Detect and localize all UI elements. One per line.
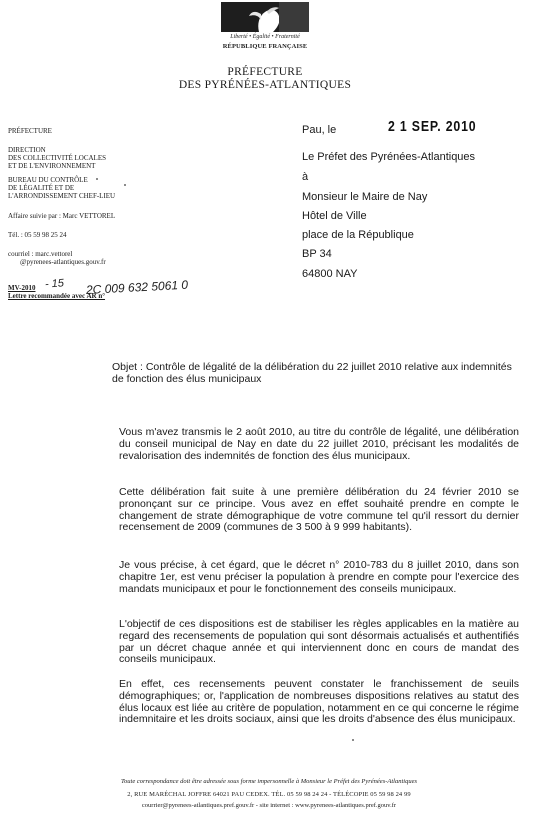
address-line-2: place de la République xyxy=(302,229,414,241)
prefecture-title-line1: PRÉFECTURE xyxy=(227,66,303,78)
body-paragraph-3: Je vous précise, à cet égard, que le décret n° 2010-783 du 8 juillet 2010, dans son chapitre 1er, est venu préciser la population à prendre en compte pour l'exercice des mandats municipaux et pour le fonctionnement des conseils municipaux. xyxy=(119,559,519,595)
footer-address: 2, RUE MARÉCHAL JOFFRE 64021 PAU CEDEX. TÉL. 05 59 98 24 24 - TÉLÉCOPIE 05 59 98 24 99 xyxy=(127,791,411,798)
handwritten-registered-number: 2C 009 632 5061 0 xyxy=(85,277,189,297)
scan-speck xyxy=(96,178,98,180)
sender-courriel-2: @pyrenees-atlantiques.gouv.fr xyxy=(20,258,106,266)
footer-note: Toute correspondance doit être adressée sous forme impersonnelle à Monsieur le Préfet des Pyrénées-Atlantiques xyxy=(121,778,417,785)
marianne-logo xyxy=(221,2,309,56)
marianne-emblem-icon xyxy=(221,2,309,32)
date-stamp: 2 1 SEP. 2010 xyxy=(388,118,477,135)
sender-direction-3: ET DE L'ENVIRONNEMENT xyxy=(8,162,96,170)
body-paragraph-1: Vous m'avez transmis le 2 août 2010, au titre du contrôle de légalité, une délibération du conseil municipal de Nay en date du 22 juillet 2010, précisant les modalités de revalorisation des indemnités de fonction des élus municipaux. xyxy=(119,426,519,462)
sender-bureau-3: L'ARRONDISSEMENT CHEF-LIEU xyxy=(8,192,116,200)
prefecture-title-line2: DES PYRÉNÉES-ATLANTIQUES xyxy=(178,79,352,91)
sender-bureau-1: BUREAU DU CONTRÔLE xyxy=(8,176,88,184)
address-line-3: BP 34 xyxy=(302,248,332,260)
sender-lettre-recommandee: Lettre recommandée avec AR n° xyxy=(8,292,106,300)
scan-speck xyxy=(124,184,126,186)
subject-line: Objet : Contrôle de légalité de la délibération du 22 juillet 2010 relative aux indemnités de fonction des élus municipaux xyxy=(112,361,512,385)
scan-speck xyxy=(352,739,354,741)
address-line-4: 64800 NAY xyxy=(302,268,358,280)
body-paragraph-2: Cette délibération fait suite à une première délibération du 24 février 2010 se prononçant sur ce principe. Vous avez en effet souhaité prendre en compte le changement de strate démographique de votre commune tel qu'il ressort du dernier recensement de 2009 (communes de 3 500 à 9 999 habitants). xyxy=(119,486,519,534)
a-line: à xyxy=(302,171,309,183)
sender-courriel-1: courriel : marc.vettorel xyxy=(8,250,73,258)
motto-text: Liberté • Égalité • Fraternité xyxy=(230,34,300,40)
handwritten-mv-number: - 15 xyxy=(44,277,65,291)
sender-direction-2: DES COLLECTIVITÉ LOCALES xyxy=(8,154,106,162)
place-label: Pau, le xyxy=(302,124,337,136)
sender-prefecture: PRÉFECTURE xyxy=(8,127,52,135)
sender-bureau-2: DE LÉGALITÉ ET DE xyxy=(8,184,75,192)
sender-affaire: Affaire suivie par : Marc VETTOREL xyxy=(8,212,116,220)
sender-direction-1: DIRECTION xyxy=(8,146,46,154)
republique-francaise-text: RÉPUBLIQUE FRANÇAISE xyxy=(222,43,308,50)
footer-contact: courrier@pyrenees-atlantiques.pref.gouv.fr - site internet : www.pyrenees-atlantiques.pref.gouv.fr xyxy=(141,802,397,809)
from-line: Le Préfet des Pyrénées-Atlantiques xyxy=(302,151,476,163)
body-paragraph-4: L'objectif de ces dispositions est de stabiliser les règles applicables en la matière au regard des recensements de population qui sont désormais actualisés et authentifiés par un décret chaque année et qui interviennent donc en cours de mandat des conseils municipaux. xyxy=(119,618,519,666)
body-paragraph-5: En effet, ces recensements peuvent constater le franchissement de seuils démographiques; or, l'application de nombreuses dispositions relatives au statut des élus locaux est liée au critère de population, notamment en ce qui concerne le régime indemnitaire et les droits sociaux, ainsi que les droits d'absence des élus municipaux. xyxy=(119,678,519,726)
sender-tel: Tél. : 05 59 98 25 24 xyxy=(8,231,67,239)
recipient-line: Monsieur le Maire de Nay xyxy=(302,191,428,203)
sender-mv-ref: MV-2010 xyxy=(8,284,36,292)
address-line-1: Hôtel de Ville xyxy=(302,210,367,222)
